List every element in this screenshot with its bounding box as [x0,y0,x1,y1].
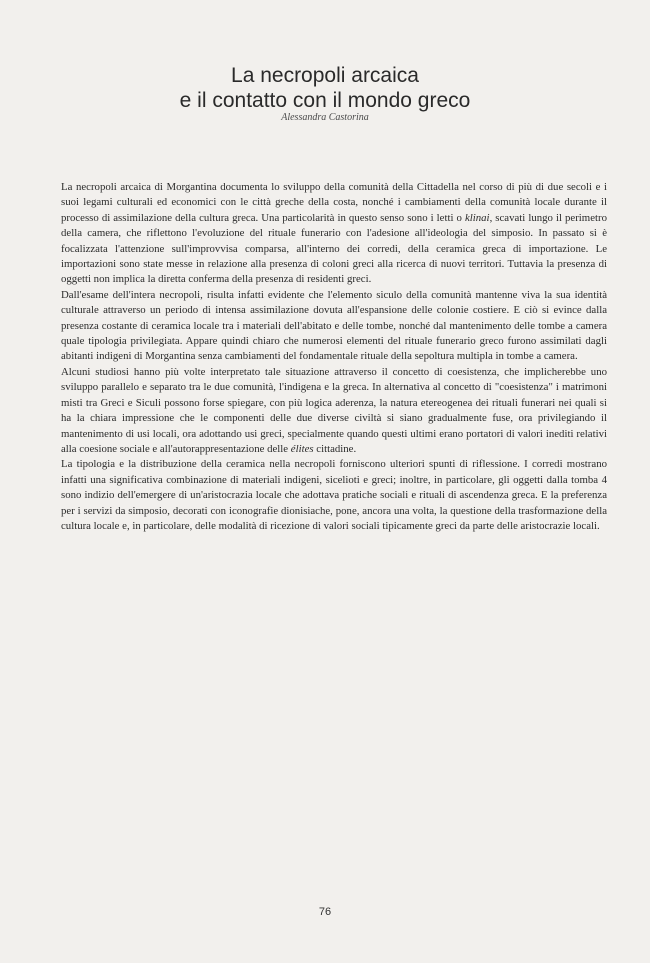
paragraph-1-text-a: La necropoli arcaica di Morgantina documenta lo sviluppo della comunità della Cittadella nel corso di più di due secoli e i suoi legami culturali ed economici con le città greche della costa, nonché i cambiamenti della comunità locale durante il processo di assimilazione della cultura greca. Una particolarità in questo senso sono i letti o [61,181,607,224]
paragraph-2 [61,288,607,365]
author-name: Alessandra Castorina [281,112,369,123]
paragraph-3 [61,365,607,457]
paragraph-3-text-a: Alcuni studiosi hanno più volte interpretato tale situazione attraverso il concetto di coesistenza, che implicherebbe uno sviluppo parallelo e separato tra le due comunità, l'indigena e la greca. In alternativa al concetto di "coesistenza" i matrimoni misti tra Greci e Siculi possono forse spiegare, con più logica aderenza, la natura etereogenea dei rituali funerari nei quali si ha la chiara impressione che le componenti delle due diverse civiltà si siano gradualmente fuse, ora privilegiando il mantenimento di usi locali, ora adottando usi greci, specialmente quando questi ultimi erano portatori di valori inediti relativi alla coesione sociale e all'autorappresentazione delle [61,365,607,455]
paragraph-3-text-b: cittadine. [313,442,357,455]
paragraph-1 [61,180,607,288]
paragraph-4-text: La tipologia e la distribuzione della ceramica nella necropoli forniscono ulteriori spunti di riflessione. I corredi mostrano infatti una significativa combinazione di materiali indigeni, sicelioti e greci; inoltre, in particolare, gli oggetti dalla tomba 4 sono indizio dell'emergere di un'aristocrazia locale che adottava pratiche sociali e rituali di ascendenza greca. E la preferenza per i servizi da simposio, decorati con iconografie dionisiache, pone, ancora una volta, la questione della trasformazione della cultura locale e, in particolare, delle modalità di ricezione di valori sociali tipicamente greci da parte delle aristocrazie locali. [61,458,607,532]
article-title-line-1: La necropoli arcaica [231,64,419,87]
paragraph-1-text-b: , scavati lungo il perimetro della camera, che riflettono l'evoluzione del rituale funerario con l'adesione all'ideologia del simposio. In passato si è focalizzata l'attenzione sull'improvvisa comparsa, all'interno dei corredi, della ceramica greca di importazione. Le importazioni sono state messe in relazione alla presenza di coloni greci alla ricerca di nuovi territori. Tuttavia la presenza di oggetti non implica la diretta conferma della presenza di residenti greci. [61,211,607,286]
paragraph-4 [61,457,607,534]
paragraph-1-italic-term: klinai [464,211,490,224]
article-body [61,180,607,534]
page-number: 76 [318,906,332,918]
paragraph-2-text: Dall'esame dell'intera necropoli, risulta infatti evidente che l'elemento siculo della comunità mantenne viva la sua identità culturale attraverso un periodo di intensa assimilazione dovuta all'espansione delle colonie costiere. E ciò si evince dalla presenza costante di ceramica locale tra i materiali dell'abitato e delle tombe, nonché dal mantenimento delle tombe a camera quale tipologia privilegiata. Appare quindi chiaro che numerosi elementi del rituale funerario greco furono assimilati dagli abitanti indigeni di Morgantina senza cambiamenti del fondamentale rituale della sepoltura multipla in tombe a camera. [61,288,607,363]
article-title-line-2: e il contatto con il mondo greco [179,89,471,112]
paragraph-3-italic-term: élites [290,442,314,455]
